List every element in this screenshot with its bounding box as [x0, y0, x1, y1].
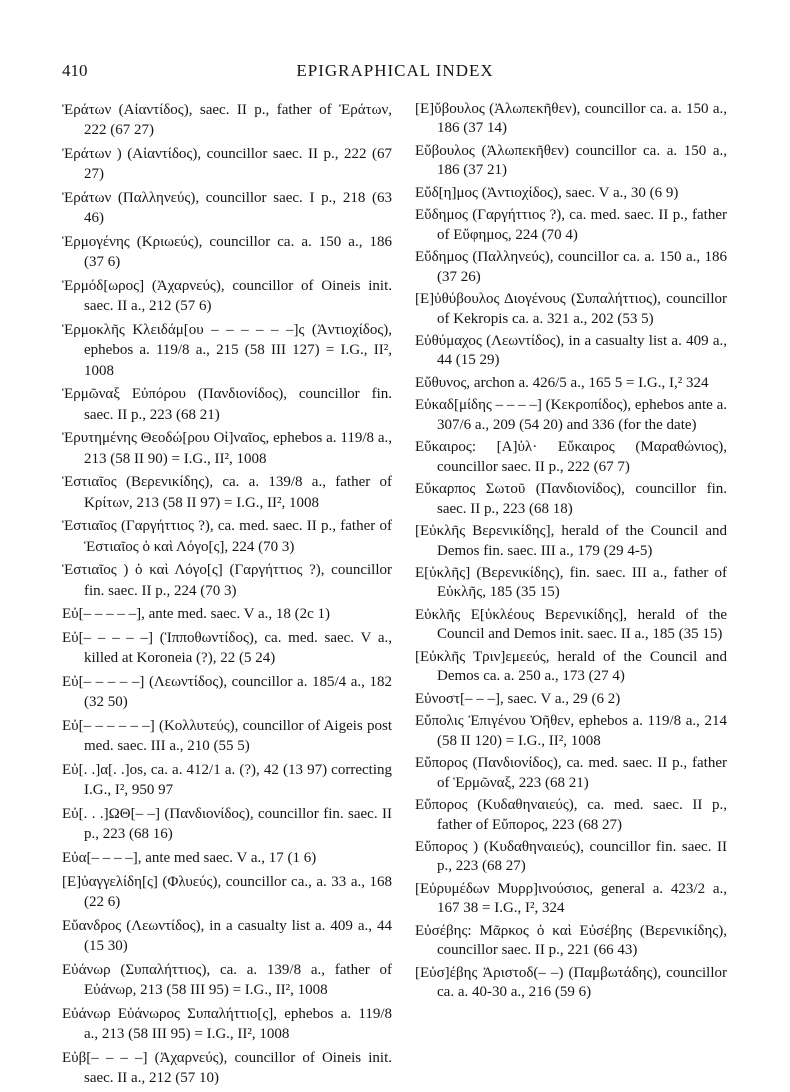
index-entry: [Εὐσ]έβης Ἀριστοδ(– –) (Παμβωτάδης), councillor ca. a. 40-30 a., 216 (59 6): [415, 964, 727, 1001]
index-entry: Εὐνοστ[– – –], saec. V a., 29 (6 2): [415, 690, 621, 707]
index-entry: [Εὐκλῆς Βερενικίδης], herald of the Council and Demos fin. saec. III a., 179 (29 4-5): [415, 523, 727, 559]
index-entry: Ἑστιαῖος (Βερενικίδης), ca. a. 139/8 a., father of Κρίτων, 213 (58 II 97) = I.G., II², 1008: [62, 474, 392, 511]
page-header: [62, 61, 728, 85]
page-number: 410: [62, 61, 88, 80]
index-entry: [Εὐρυμέδων Μυρρ]ινούσιος, general a. 423/2 a., 167 38 = I.G., I², 324: [415, 880, 727, 917]
index-entry: Εὔπορος (Κυδαθηναιεύς), ca. med. saec. II p., father of Εὔπορος, 223 (68 27): [415, 797, 727, 833]
index-entry: Εὔδ[η]μος (Ἀντιοχίδος), saec. V a., 30 (6 9): [415, 184, 679, 201]
index-entry: [Ε]ὐαγγελίδη[ς] (Φλυεύς), councillor ca., a. 33 a., 168 (22 6): [62, 873, 392, 910]
index-entry: Εὐ[– – – – –], ante med. saec. V a., 18 (2c 1): [62, 606, 331, 623]
index-entry: Εὔπολις Ἐπιγένου Ὀῆθεν, ephebos a. 119/8 a., 214 (58 II 120) = I.G., II², 1008: [415, 713, 727, 749]
index-entry: Εὔπορος (Πανδιονίδος), ca. med. saec. II p., father of Ἑρμῶναξ, 223 (68 21): [415, 755, 727, 791]
index-entry: Εὐάνωρ (Συπαλήττιος), ca. a. 139/8 a., father of Εὐάνωρ, 213 (58 III 95) = I.G., II², 1008: [62, 961, 392, 998]
index-entry: Εὐθύμαχος (Λεωντίδος), in a casualty list a. 409 a., 44 (15 29): [415, 333, 727, 369]
index-entry: Ἑρμῶναξ Εὐπόρου (Πανδιονίδος), councillor fin. saec. II p., 223 (68 21): [62, 386, 392, 423]
index-entry: Εὐ[– – – – – –] (Κολλυτεύς), councillor of Aigeis post med. saec. III a., 210 (55 5): [62, 718, 392, 755]
index-entry: Εὐ[– – – – –] (Ἱπποθωντίδος), ca. med. saec. V a., killed at Koroneia (?), 22 (5 24): [62, 630, 392, 667]
right-column: [415, 100, 727, 1006]
index-entry: Εὔδημος (Παλληνεύς), councillor ca. a. 150 a., 186 (37 26): [415, 249, 727, 285]
index-entry: Ἐράτων ) (Αἰαντίδος), councillor saec. II p., 222 (67 27): [62, 146, 392, 183]
index-entry: Εὐσέβης: Μᾶρκος ὁ καὶ Εὐσέβης (Βερενικίδης), councillor saec. II p., 221 (66 43): [415, 922, 727, 959]
index-entry: Ἑρμόδ[ωρος] (Ἀχαρνεύς), councillor of Oineis init. saec. II a., 212 (57 6): [62, 278, 392, 315]
index-entry: Εὐβ[– – – –] (Ἀχαρνεύς), councillor of Oineis init. saec. II a., 212 (57 10): [62, 1049, 392, 1086]
index-entry: Εὐ[. .]α[. .]os, ca. a. 412/1 a. (?), 42 (13 97) correcting I.G., I², 950 97: [62, 762, 392, 799]
index-entry: Εὔκαιρος: [Α]ὐλ· Εὔκαιρος (Μαραθώνιος), councillor saec. II p., 222 (67 7): [415, 439, 727, 475]
index-entry: Εὔβουλος (Ἀλωπεκῆθεν) councillor ca. a. 150 a., 186 (37 21): [415, 142, 727, 179]
index-entry: Εὔπορος ) (Κυδαθηναιεύς), councillor fin. saec. II p., 223 (68 27): [415, 839, 727, 875]
index-entry: Ἑστιαῖος (Γαργήττιος ?), ca. med. saec. II p., father of Ἑστιαῖος ὁ καὶ Λόγο[ς], 224 (70 3): [62, 518, 392, 555]
index-entry: Ἐρυτημένης Θεοδώ[ρου Οἰ]ναῖος, ephebos a. 119/8 a., 213 (58 II 90) = I.G., II², 1008: [62, 430, 392, 467]
index-entry: Εὐ[– – – – –] (Λεωντίδος), councillor a. 185/4 a., 182 (32 50): [62, 674, 392, 711]
index-entry: Εὐκλῆς Ε[ὐκλέους Βερενικίδης], herald of the Council and Demos init. saec. II a., 185 (35 15): [415, 606, 727, 643]
index-entry: Ἑρμοκλῆς Κλειδάμ[ου – – – – – –]ς (Ἀντιοχίδος), ephebos a. 119/8 a., 215 (58 III 127) = I.G., II², 1008: [62, 322, 392, 379]
index-entry: [Εὐκλῆς Τριν]εμεεύς, herald of the Council and Demos ca. a. 250 a., 173 (27 4): [415, 648, 727, 685]
index-entry: [Ε]ὔβουλος (Ἀλωπεκῆθεν), councillor ca. a. 150 a., 186 (37 14): [415, 101, 727, 137]
index-entry: Ἑστιαῖος ) ὁ καὶ Λόγο[ς] (Γαργήττιος ?), councillor fin. saec. II p., 224 (70 3): [62, 562, 392, 599]
index-entry: Εὔθυνος, archon a. 426/5 a., 165 5 = I.G., I,² 324: [415, 374, 709, 391]
index-entry: Ἐράτων (Αἰαντίδος), saec. II p., father of Ἐράτων, 222 (67 27): [62, 102, 392, 139]
index-entry: Ε[ὐκλῆς] (Βερενικίδης), fin. saec. III a., father of Εὐκλῆς, 185 (35 15): [415, 565, 727, 601]
index-entry: [Ε]ὐθύβουλος Διογένους (Συπαλήττιος), councillor of Kekropis ca. a. 321 a., 202 (53 5): [415, 291, 727, 327]
index-entry: Εὐκαδ[μίδης – – – –] (Κεκροπίδος), ephebos ante a. 307/6 a., 209 (54 20) and 336 (for the date): [415, 397, 727, 433]
index-entry: Εὔανδρος (Λεωντίδος), in a casualty list a. 409 a., 44 (15 30): [62, 917, 392, 954]
index-entry: Εὔδημος (Γαργήττιος ?), ca. med. saec. II p., father of Εὔφημος, 224 (70 4): [415, 207, 727, 243]
index-entry: Εὐα[– – – –], ante med saec. V a., 17 (1 6): [62, 850, 317, 866]
index-entry: Εὐάνωρ Εὐάνωρος Συπαλήττιο[ς], ephebos a. 119/8 a., 213 (58 III 95) = I.G., II², 1008: [62, 1005, 392, 1042]
running-title: EPIGRAPHICAL INDEX: [296, 61, 494, 80]
index-entry: Εὐ[. . .]ΩΘ[– –] (Πανδιονίδος), councillor fin. saec. II p., 223 (68 16): [62, 806, 392, 843]
left-column: [62, 100, 392, 1092]
index-entry: Εὔκαρπος Σωτοῦ (Πανδιονίδος), councillor fin. saec. II p., 223 (68 18): [415, 481, 727, 517]
index-entry: Ἑρμογένης (Κριωεύς), councillor ca. a. 150 a., 186 (37 6): [62, 234, 392, 271]
index-entry: Ἐράτων (Παλληνεύς), councillor saec. I p., 218 (63 46): [62, 190, 392, 227]
